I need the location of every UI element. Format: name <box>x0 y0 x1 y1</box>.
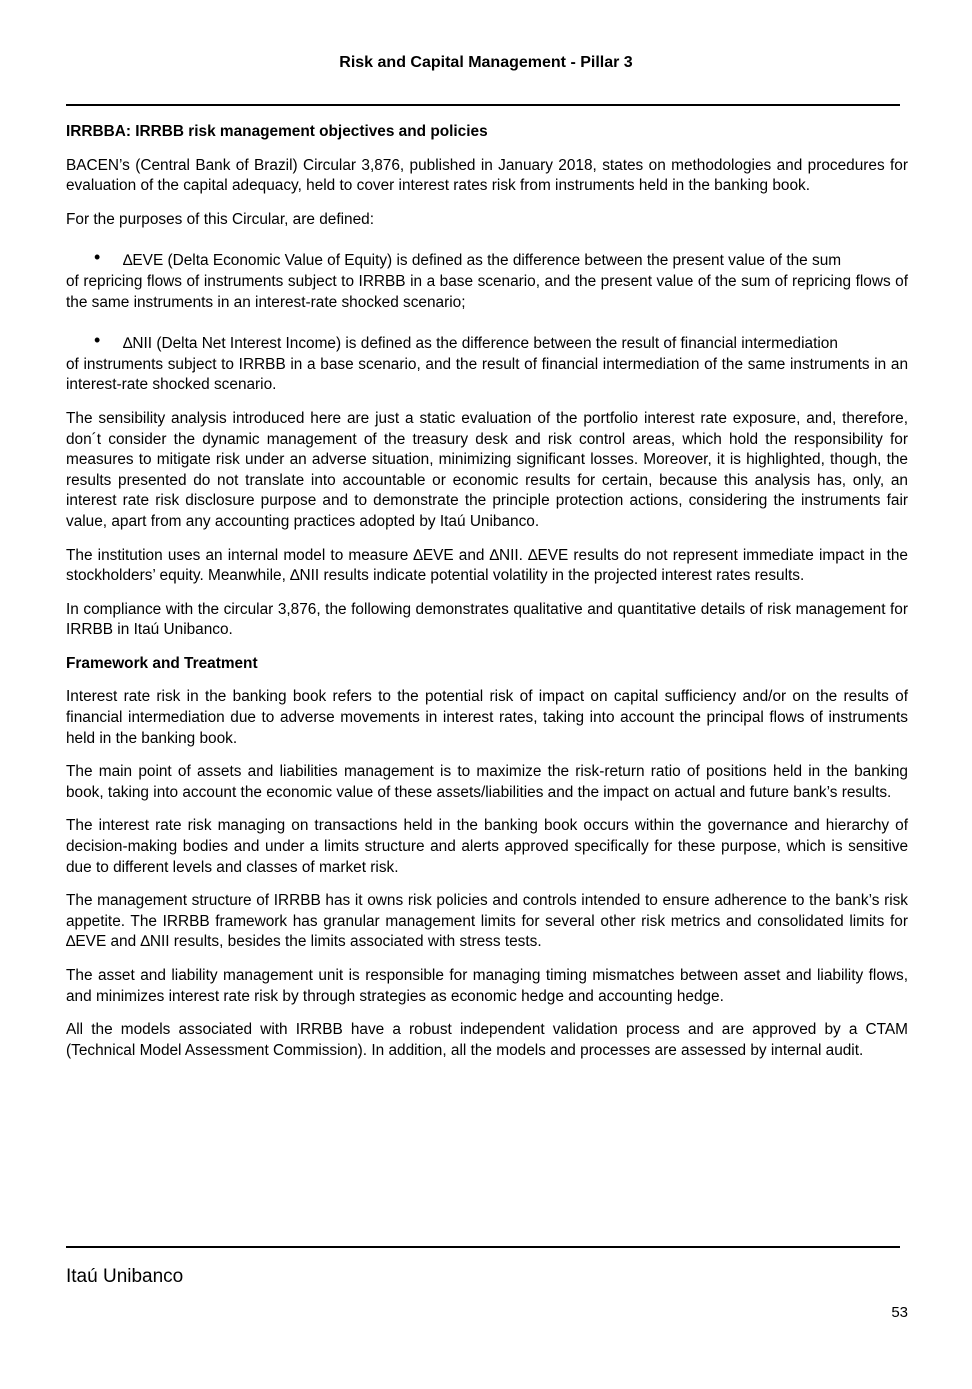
paragraph: Interest rate risk in the banking book refers to the potential risk of impact on capital sufficiency and/or on the results of financial intermediation due to adverse movements in interest rates, taking into account the principal flows of instruments held in the banking book. <box>66 688 908 747</box>
bullet-icon: • <box>94 247 101 268</box>
footer-company-name: Itaú Unibanco <box>66 1266 184 1287</box>
section-heading-irrbba: IRRBBA: IRRBB risk management objectives and policies <box>66 123 488 140</box>
paragraph: The asset and liability management unit is responsible for managing timing mismatches between asset and liability flows, and minimizes interest rate risk by through strategies as economic hedge and accounting hedge. <box>66 967 908 1005</box>
paragraph: The management structure of IRRBB has it owns risk policies and controls intended to ensure adherence to the bank’s risk appetite. The IRRBB framework has granular management limits for several other risk metrics and consolidated limits for ∆EVE and ∆NII results, besides the limits associated with stress tests. <box>66 892 908 951</box>
paragraph: For the purposes of this Circular, are defined: <box>66 210 374 228</box>
paragraph: The institution uses an internal model to measure ∆EVE and ∆NII. ∆EVE results do not represent immediate impact in the stockholders’ equity. Meanwhile, ∆NII results indicate potential volatility in the projected interest rates results. <box>66 546 908 585</box>
bullet-item-delta-eve <box>66 247 908 313</box>
spacer <box>66 243 908 251</box>
bullet-text-rest: of instruments subject to IRRBB in a base scenario, and the result of financial intermediation of the same instruments in an interest-rate shocked scenario. <box>66 355 908 394</box>
section-heading-framework: Framework and Treatment <box>66 654 258 672</box>
paragraph: BACEN’s (Central Bank of Brazil) Circular 3,876, published in January 2018, states on methodologies and procedures for evaluation of the capital adequacy, held to cover interest rates risk from instruments held in the banking book. <box>66 156 908 195</box>
page-number: 53 <box>891 1304 908 1321</box>
paragraph: The interest rate risk managing on transactions held in the banking book occurs within the governance and hierarchy of decision-making bodies and under a limits structure and alerts approved specifically for these purpose, which is sensitive due to different levels and classes of market risk. <box>66 817 908 876</box>
bullet-item-delta-nii <box>66 330 908 396</box>
paragraph: In compliance with the circular 3,876, the following demonstrates qualitative and quantitative details of risk management for IRRBB in Itaú Unibanco. <box>66 600 908 639</box>
header-divider <box>66 104 900 106</box>
spacer <box>66 326 908 334</box>
paragraph: The sensibility analysis introduced here are just a static evaluation of the portfolio interest rate exposure, and, therefore, don´t consider the dynamic management of the treasury desk and risk control areas, which hold the responsibility for measures to mitigate risk under an adverse situation, minimizing significant losses. Moreover, it is highlighted, though, the results presented do not translate into accountable or economic results for certain, because this analysis has, only, an interest rate risk disclosure purpose and to demonstrate the principle protection actions, considering the instruments fair value, apart from any accounting practices adopted by Itaú Unibanco. <box>66 409 908 530</box>
paragraph: The main point of assets and liabilities management is to maximize the risk-return ratio of positions held in the banking book, taking into account the economic value of these assets/liabilities and the impact on actual and future bank’s results. <box>66 763 908 801</box>
bullet-first-line <box>66 330 908 355</box>
bullet-first-line <box>66 247 908 272</box>
footer-divider <box>66 1246 900 1248</box>
paragraph: All the models associated with IRRBB have a robust independent validation process and are approved by a CTAM (Technical Model Assessment Commission). In addition, all the models and processes are assessed by internal audit. <box>66 1021 908 1059</box>
page-content <box>66 122 908 1074</box>
bullet-icon: • <box>94 330 101 351</box>
page-header-title: Risk and Capital Management - Pillar 3 <box>339 54 633 71</box>
bullet-text-first: ∆NII (Delta Net Interest Income) is defined as the difference between the result of financial intermediation <box>123 335 838 353</box>
bullet-text-rest: of repricing flows of instruments subject to IRRBB in a base scenario, and the present value of the sum of repricing flows of the same instruments in an interest-rate shocked scenario; <box>66 272 908 311</box>
bullet-text-first: ∆EVE (Delta Economic Value of Equity) is defined as the difference between the present value of the sum <box>123 252 842 270</box>
